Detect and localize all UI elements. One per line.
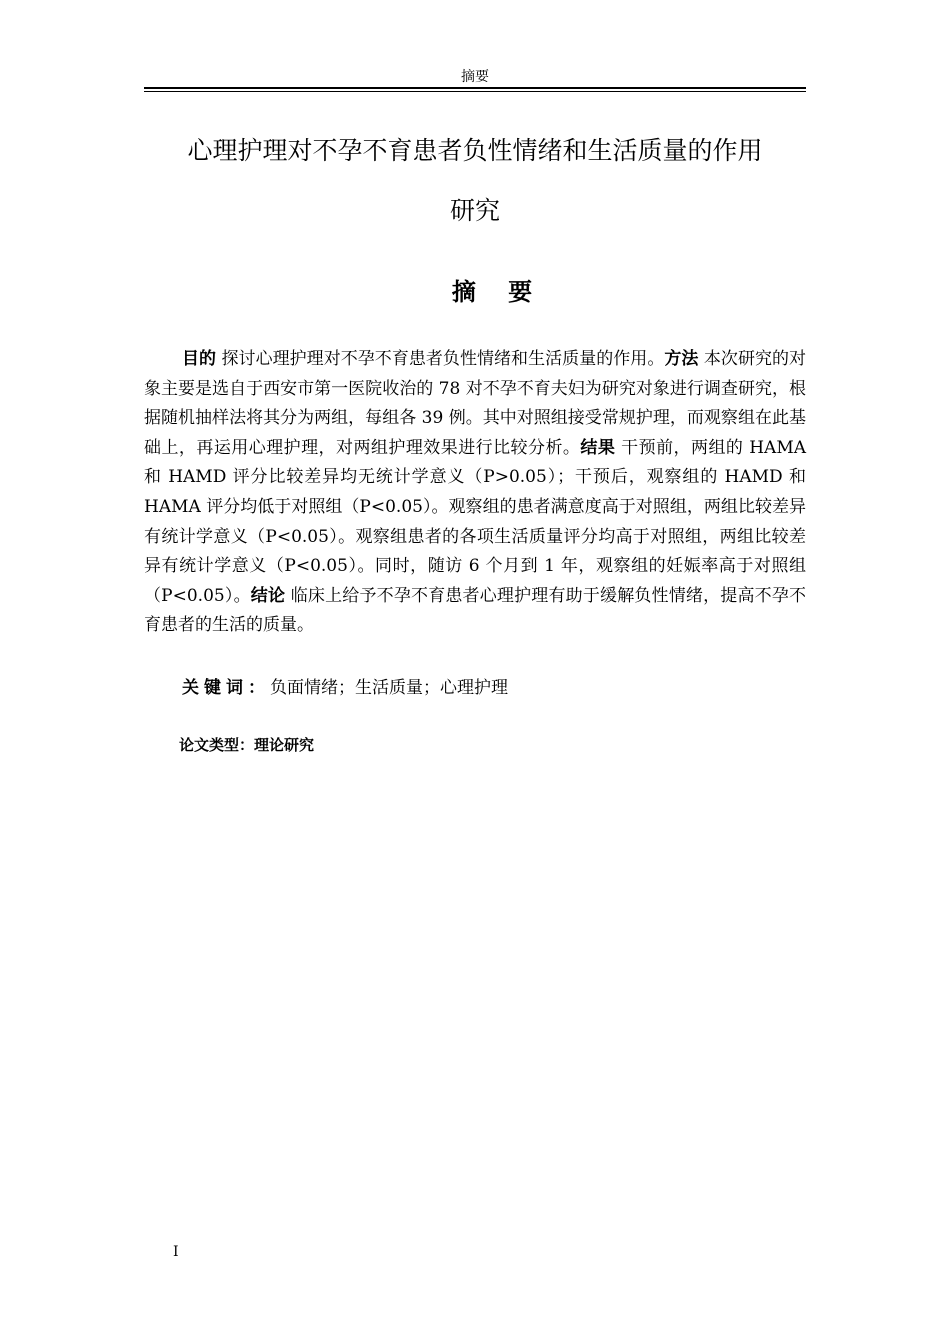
keywords-label: 关键词： [182,678,270,698]
header-rule-thin [144,91,806,92]
method-label: 方法 [664,349,699,369]
abstract-paragraph [144,345,806,641]
objective-text: 探讨心理护理对不孕不育患者负性情绪和生活质量的作用。 [221,349,665,369]
title-line-1: 心理护理对不孕不育患者负性情绪和生活质量的作用 [187,136,763,165]
objective-label: 目的 [182,349,217,369]
paper-type [179,735,314,755]
conclusion-text: 临床上给予不孕不育患者心理护理有助于缓解负性情绪，提高不孕不育患者的生活的质量。 [144,585,807,636]
paper-type-label: 论文类型： [179,736,255,754]
paper-type-value: 理论研究 [254,736,315,754]
keywords [182,674,508,703]
conclusion-label: 结论 [250,585,286,606]
keywords-text: 负面情绪；生活质量；心理护理 [270,678,508,698]
result-text: 干预前，两组的 HAMA 和 HAMD 评分比较差异均无统计学意义（P>0.05）；干预后，观察组的 HAMD 和 HAMA 评分均低于对照组（P<0.05）。观察组的患者满意度高于对照组，两组比较差异有统计学意义（P<0.05）。观察组患者的各项生活质量评分均高于对照组，两组比较差异有统计学意义（P<0.05）。同时，随访 6 个月到 1 年，观察组的妊娠率高于对照组（P<0.05）。 [144,437,807,606]
header-rule-thick [144,87,806,89]
result-label: 结果 [580,437,616,458]
page-number: I [173,1244,179,1260]
running-header: 摘要 [461,69,489,85]
title-line-2: 研究 [449,196,500,225]
method-text: 本次研究的对象主要是选自于西安市第一医院收治的 78 对不孕不育夫妇为研究对象进行调查研究，根据随机抽样法将其分为两组，每组各 39 例。其中对照组接受常规护理，而观察组在此基础上，再运用心理护理，对两组护理效果进行比较分析。 [144,349,807,458]
abstract-heading: 摘 要 [451,278,545,306]
